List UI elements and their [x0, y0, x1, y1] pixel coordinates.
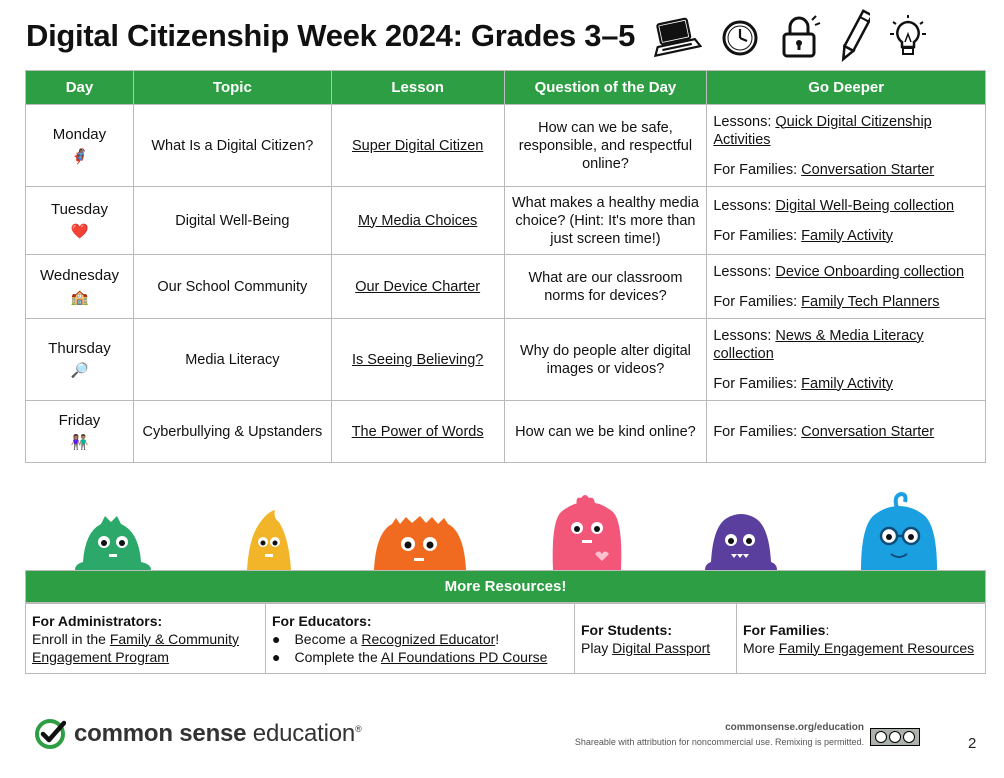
common-sense-logo: [34, 718, 362, 750]
question-cell: How can we be kind online?: [504, 401, 707, 463]
deeper-link[interactable]: Quick Digital Citizenship Activities: [713, 113, 932, 148]
heart-icon: ❤️: [70, 223, 89, 240]
deeper-lessons: [713, 197, 979, 215]
administrators-link[interactable]: Family & Community Engagement Program: [32, 630, 239, 665]
students-title: For Students:: [581, 621, 672, 638]
go-deeper-cell: [707, 255, 986, 319]
day-cell: [26, 105, 134, 187]
checkmark-logo-icon: [34, 718, 66, 750]
day-name: Thursday: [48, 339, 111, 357]
deeper-families: [713, 161, 979, 179]
deeper-link[interactable]: Family Tech Planners: [801, 293, 940, 310]
table-row: [26, 401, 986, 463]
administrators-prefix: Enroll in the: [32, 630, 110, 647]
families-title-text: For Families: [743, 621, 826, 638]
families-prefix: More: [743, 639, 779, 656]
laptop-icon: [650, 15, 702, 59]
deeper-prefix: Lessons:: [713, 113, 776, 130]
students-prefix: Play: [581, 639, 613, 656]
title-icon-row: [650, 8, 928, 66]
go-deeper-cell: [707, 187, 986, 255]
deeper-link[interactable]: Conversation Starter: [801, 423, 935, 440]
deeper-prefix: Lessons:: [713, 263, 776, 280]
lesson-cell: [331, 255, 504, 319]
administrators-title: For Administrators:: [32, 612, 163, 629]
deeper-prefix: Lessons:: [713, 197, 776, 214]
deeper-families: [713, 227, 979, 245]
table-row: [26, 319, 986, 401]
day-name: Wednesday: [40, 266, 119, 284]
orange-monster: [370, 514, 470, 570]
friends-icon: 👫🏽: [70, 434, 89, 451]
bullet-icon: ●: [272, 648, 281, 665]
deeper-link[interactable]: Device Onboarding collection: [775, 263, 965, 280]
lesson-link[interactable]: Is Seeing Believing?: [351, 351, 484, 368]
students-link[interactable]: Digital Passport: [612, 639, 711, 656]
pink-monster: [547, 492, 627, 570]
families-cell: [737, 604, 986, 674]
creative-commons-icon: [870, 728, 920, 746]
day-name: Tuesday: [50, 200, 108, 218]
day-cell: [26, 401, 134, 463]
day-name: Friday: [58, 411, 101, 429]
table-row: [26, 255, 986, 319]
deeper-link[interactable]: Family Activity: [801, 227, 893, 244]
deeper-families: [713, 293, 979, 311]
header-topic: Topic: [133, 71, 331, 105]
deeper-prefix: For Families:: [713, 293, 802, 310]
lesson-link[interactable]: Super Digital Citizen: [351, 137, 484, 154]
table-row: [26, 105, 986, 187]
day-cell: [26, 255, 134, 319]
topic-cell: Our School Community: [133, 255, 331, 319]
families-link[interactable]: Family Engagement Resources: [778, 639, 975, 656]
deeper-link[interactable]: Conversation Starter: [801, 161, 935, 178]
question-cell: What makes a healthy media choice? (Hint: It's more than just screen time!): [504, 187, 707, 255]
go-deeper-cell: [707, 319, 986, 401]
educator-item-suffix: !: [495, 630, 500, 647]
lesson-link[interactable]: The Power of Words: [351, 423, 484, 440]
resources-table: [25, 603, 986, 674]
deeper-lessons: [713, 327, 979, 363]
students-cell: [575, 604, 737, 674]
footer-url: commonsense.org/education: [725, 722, 864, 733]
educator-link[interactable]: Recognized Educator: [361, 630, 496, 647]
blue-monster: [857, 488, 941, 570]
lesson-cell: [331, 319, 504, 401]
deeper-prefix: For Families:: [713, 161, 802, 178]
educator-item: [272, 630, 568, 648]
page-title: Digital Citizenship Week 2024: Grades 3–5: [26, 18, 636, 53]
header-go-deeper: Go Deeper: [707, 71, 986, 105]
purple-monster: [701, 508, 781, 570]
resources-row: [26, 604, 986, 674]
magnifier-icon: 🔎: [70, 362, 89, 379]
lesson-cell: [331, 105, 504, 187]
deeper-prefix: For Families:: [713, 423, 802, 440]
padlock-icon: [778, 14, 822, 60]
day-cell: [26, 187, 134, 255]
deeper-lessons: [713, 263, 979, 281]
header-day: Day: [26, 71, 134, 105]
schedule-header-row: [26, 71, 986, 105]
resources-heading: More Resources!: [25, 570, 986, 603]
families-title: [743, 621, 979, 639]
green-monster: [71, 512, 155, 570]
educator-item: [272, 648, 568, 666]
school-icon: 🏫: [70, 289, 89, 306]
monster-row: [25, 484, 986, 570]
go-deeper-cell: [707, 401, 986, 463]
deeper-lessons: [713, 113, 979, 149]
logo-light: education: [246, 720, 356, 747]
deeper-prefix: For Families:: [713, 227, 802, 244]
lesson-link[interactable]: My Media Choices: [358, 212, 478, 229]
superhero-icon: 🦸🏾‍♀️: [70, 148, 89, 165]
deeper-families: [713, 423, 979, 441]
educator-item-prefix: Complete the: [294, 648, 381, 665]
deeper-prefix: Lessons:: [713, 327, 776, 344]
deeper-link[interactable]: News & Media Literacy collection: [713, 327, 924, 362]
day-name: Monday: [52, 125, 107, 143]
families-title-colon: :: [825, 621, 830, 638]
educators-title: For Educators:: [272, 612, 372, 629]
question-cell: How can we be safe, responsible, and respectful online?: [504, 105, 707, 187]
topic-cell: Cyberbullying & Upstanders: [133, 401, 331, 463]
deeper-link[interactable]: Digital Well-Being collection: [775, 197, 955, 214]
educator-item-prefix: Become a: [294, 630, 362, 647]
pencil-icon: [840, 8, 870, 66]
question-cell: What are our classroom norms for devices?: [504, 255, 707, 319]
logo-bold: common sense: [74, 720, 247, 747]
topic-cell: Digital Well-Being: [133, 187, 331, 255]
day-cell: [26, 319, 134, 401]
schedule-table: [25, 70, 986, 463]
lesson-cell: [331, 187, 504, 255]
lesson-link[interactable]: Our Device Charter: [355, 278, 481, 295]
educators-cell: [266, 604, 575, 674]
yellow-monster: [241, 508, 297, 570]
deeper-families: [713, 375, 979, 393]
question-cell: Why do people alter digital images or videos?: [504, 319, 707, 401]
topic-cell: Media Literacy: [133, 319, 331, 401]
page-number: 2: [968, 735, 977, 752]
clock-icon: [720, 16, 760, 58]
educator-link[interactable]: AI Foundations PD Course: [380, 648, 548, 665]
topic-cell: What Is a Digital Citizen?: [133, 105, 331, 187]
header-lesson: Lesson: [331, 71, 504, 105]
bullet-icon: ●: [272, 630, 281, 647]
deeper-prefix: For Families:: [713, 375, 802, 392]
administrators-cell: [26, 604, 266, 674]
lightbulb-icon: [888, 14, 928, 60]
logo-registered-mark: ®: [355, 724, 362, 734]
deeper-link[interactable]: Family Activity: [801, 375, 893, 392]
table-row: [26, 187, 986, 255]
go-deeper-cell: [707, 105, 986, 187]
logo-wordmark: [74, 720, 362, 748]
lesson-cell: [331, 401, 504, 463]
header-question: Question of the Day: [504, 71, 707, 105]
footer-license-note: Shareable with attribution for noncommercial use. Remixing is permitted.: [574, 737, 864, 747]
